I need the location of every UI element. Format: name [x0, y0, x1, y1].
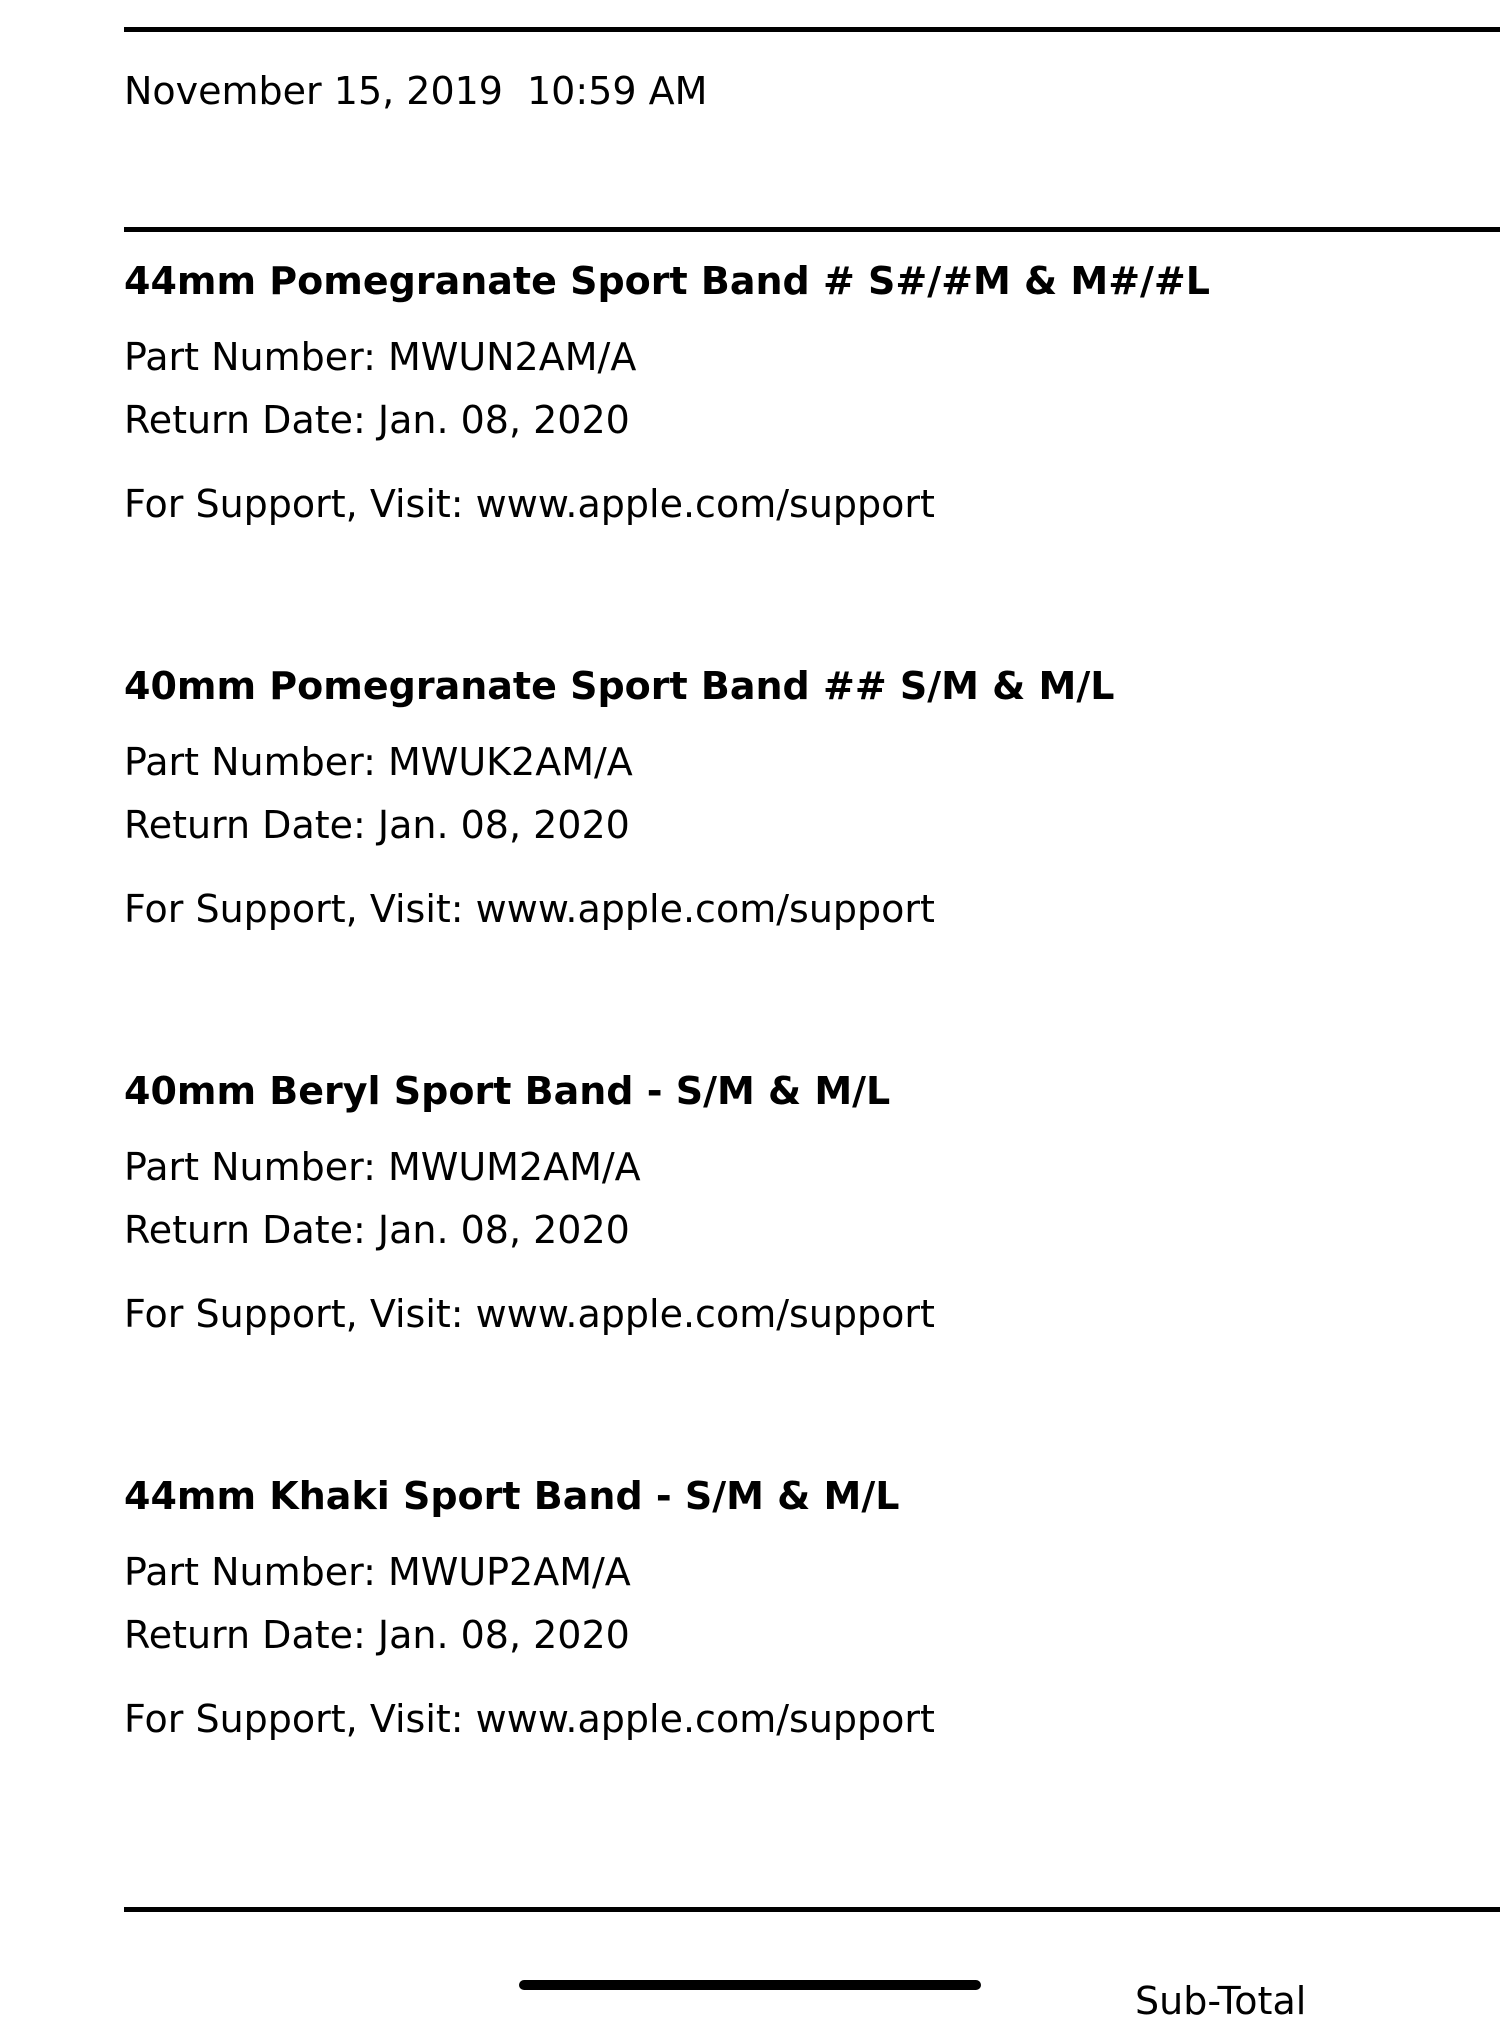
receipt-date: November 15, 2019 — [124, 69, 503, 113]
item-name: 40mm Beryl Sport Band - S/M & M/L — [124, 1069, 891, 1113]
item-part-number: Part Number: MWUN2AM/A — [124, 335, 637, 379]
list-item — [124, 256, 1484, 661]
item-support-link[interactable]: For Support, Visit: www.apple.com/support — [124, 1697, 935, 1741]
top-divider — [124, 27, 1500, 32]
item-name: 40mm Pomegranate Sport Band ## S/M & M/L — [124, 664, 1115, 708]
list-item — [124, 661, 1484, 1066]
item-part-number: Part Number: MWUM2AM/A — [124, 1145, 641, 1189]
item-list — [124, 256, 1484, 1876]
item-support-link[interactable]: For Support, Visit: www.apple.com/support — [124, 482, 935, 526]
item-support-link[interactable]: For Support, Visit: www.apple.com/support — [124, 887, 935, 931]
item-return-date: Return Date: Jan. 08, 2020 — [124, 803, 630, 847]
item-return-date: Return Date: Jan. 08, 2020 — [124, 1613, 630, 1657]
item-part-number: Part Number: MWUK2AM/A — [124, 740, 633, 784]
footer-divider — [124, 1907, 1500, 1912]
receipt-time: 10:59 AM — [526, 69, 708, 113]
receipt-datetime — [124, 66, 707, 116]
home-indicator[interactable] — [519, 1980, 981, 1990]
subtotal-label: Sub-Total — [1135, 1979, 1307, 2023]
item-return-date: Return Date: Jan. 08, 2020 — [124, 1208, 630, 1252]
item-name: 44mm Pomegranate Sport Band # S#/#M & M#/#L — [124, 259, 1210, 303]
item-support-link[interactable]: For Support, Visit: www.apple.com/support — [124, 1292, 935, 1336]
header-divider — [124, 227, 1500, 232]
list-item — [124, 1471, 1484, 1876]
item-name: 44mm Khaki Sport Band - S/M & M/L — [124, 1474, 900, 1518]
list-item — [124, 1066, 1484, 1471]
item-return-date: Return Date: Jan. 08, 2020 — [124, 398, 630, 442]
item-part-number: Part Number: MWUP2AM/A — [124, 1550, 631, 1594]
